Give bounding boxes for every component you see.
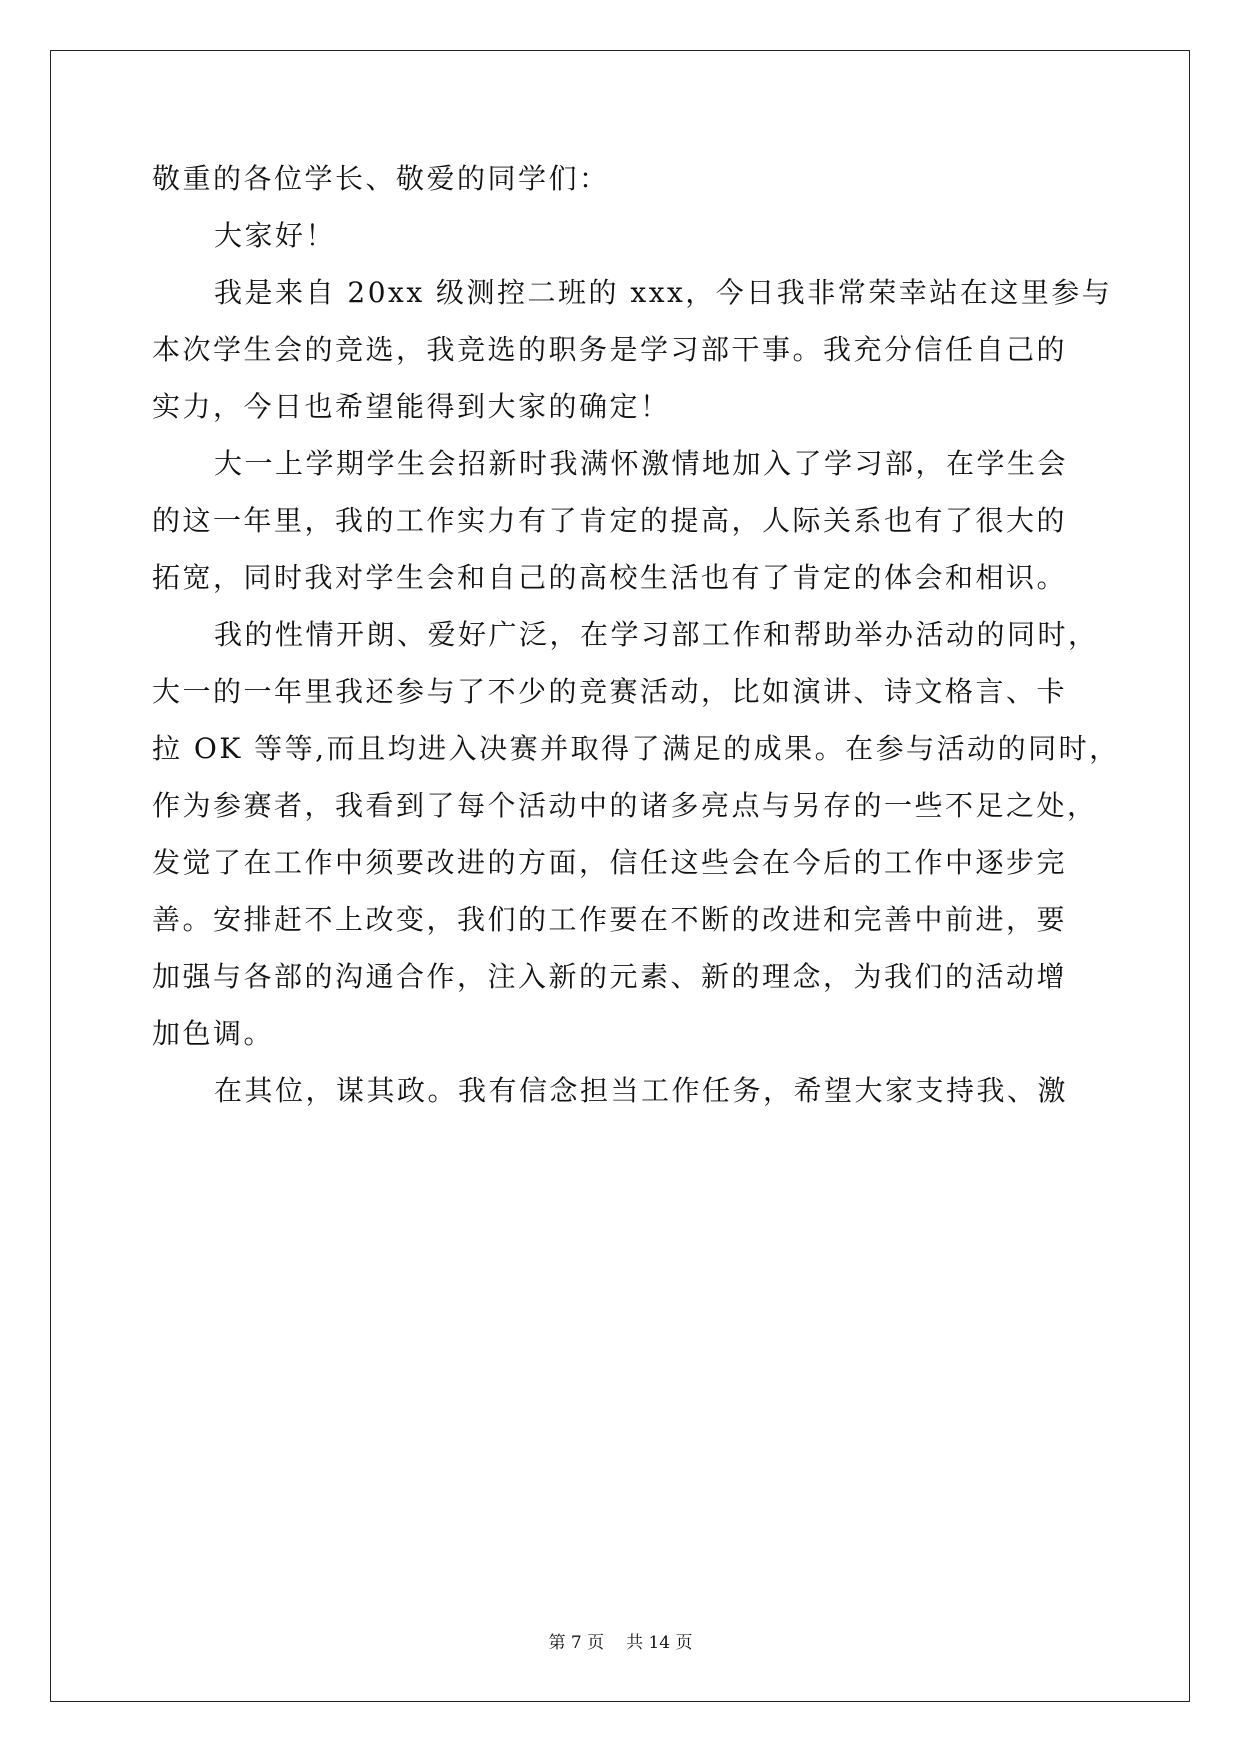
text-line: 在其位，谋其政。我有信念担当工作任务，希望大家支持我、激 bbox=[214, 1074, 1069, 1107]
text-line: 我是来自 20xx 级测控二班的 xxx，今日我非常荣幸站在这里参与 bbox=[214, 276, 1113, 309]
text-line: 善。安排赶不上改变，我们的工作要在不断的改进和完善中前进，要 bbox=[152, 903, 1068, 936]
text-line: 的这一年里，我的工作实力有了肯定的提高，人际关系也有了很大的 bbox=[152, 504, 1068, 537]
text-line: 作为参赛者，我看到了每个活动中的诸多亮点与另存的一些不足之处， bbox=[152, 789, 1098, 822]
text-line: 拓宽，同时我对学生会和自己的高校生活也有了肯定的体会和相识。 bbox=[152, 561, 1068, 594]
text-line: 本次学生会的竞选，我竞选的职务是学习部干事。我充分信任自己的 bbox=[152, 333, 1068, 366]
current-page-number: 第 7 页 bbox=[548, 1633, 605, 1653]
page-footer bbox=[0, 1628, 1241, 1653]
text-line: 拉 OK 等等,而且均进入决赛并取得了满足的成果。在参与活动的同时， bbox=[152, 732, 1120, 765]
text-line: 大一上学期学生会招新时我满怀激情地加入了学习部，在学生会 bbox=[214, 447, 1069, 480]
text-line: 我的性情开朗、爱好广泛，在学习部工作和帮助举办活动的同时， bbox=[214, 618, 1099, 651]
greeting-line: 大家好！ bbox=[214, 219, 337, 252]
text-line: 发觉了在工作中须要改进的方面，信任这些会在今后的工作中逐步完 bbox=[152, 846, 1068, 879]
text-line: 实力，今日也希望能得到大家的确定！ bbox=[152, 390, 671, 423]
text-line: 加色调。 bbox=[152, 1017, 275, 1050]
document-body bbox=[152, 150, 1120, 1119]
text-line: 加强与各部的沟通合作，注入新的元素、新的理念，为我们的活动增 bbox=[152, 960, 1068, 993]
salutation-line: 敬重的各位学长、敬爱的同学们： bbox=[152, 162, 610, 195]
text-line: 大一的一年里我还参与了不少的竞赛活动，比如演讲、诗文格言、卡 bbox=[152, 675, 1068, 708]
total-pages: 共 14 页 bbox=[626, 1633, 693, 1653]
